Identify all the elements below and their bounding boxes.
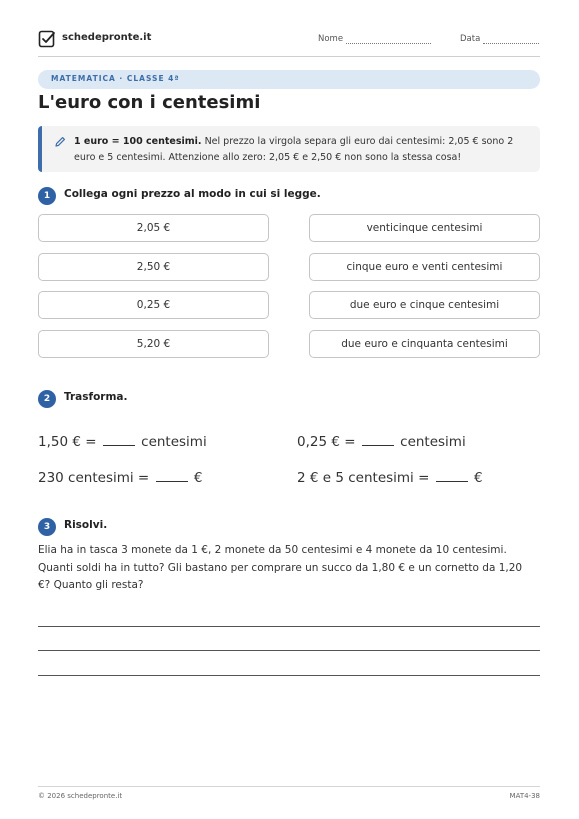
copyright: © 2026 schedepronte.it bbox=[38, 792, 123, 800]
conversion-item bbox=[38, 433, 207, 450]
question-number: 3 bbox=[38, 518, 56, 536]
question-2-header bbox=[38, 390, 338, 408]
brand-name: schedepronte.it bbox=[62, 32, 152, 43]
conversion-left: 0,25 € = bbox=[297, 434, 356, 450]
note-body: Nel prezzo la virgola separa gli euro dai centesimi: 2,05 € sono 2 euro e 5 centesimi. Attenzione allo zero: 2,05 € e 2,50 € non sono la stessa cosa! bbox=[74, 136, 514, 163]
reading-box[interactable]: due euro e cinquanta centesimi bbox=[309, 330, 540, 358]
question-prompt: Risolvi. bbox=[64, 519, 108, 531]
price-box[interactable]: 5,20 € bbox=[38, 330, 269, 358]
answer-blank[interactable] bbox=[436, 469, 468, 482]
note-bold: 1 euro = 100 centesimi. bbox=[74, 136, 202, 147]
reading-box[interactable]: venticinque centesimi bbox=[309, 214, 540, 242]
reading-box[interactable]: due euro e cinque centesimi bbox=[309, 291, 540, 319]
reading-box[interactable]: cinque euro e venti centesimi bbox=[309, 253, 540, 281]
category-pill bbox=[38, 70, 540, 89]
price-box[interactable]: 0,25 € bbox=[38, 291, 269, 319]
question-1-header bbox=[38, 187, 438, 205]
conversion-item bbox=[297, 469, 483, 486]
info-note bbox=[38, 126, 540, 172]
date-label: Data bbox=[460, 34, 481, 44]
sheet-code: MAT4-38 bbox=[509, 792, 540, 800]
question-prompt: Collega ogni prezzo al modo in cui si legge. bbox=[64, 188, 321, 200]
note-text bbox=[74, 134, 530, 166]
price-box[interactable]: 2,05 € bbox=[38, 214, 269, 242]
answer-line[interactable] bbox=[38, 650, 540, 651]
conversion-item bbox=[38, 469, 202, 486]
conversion-left: 230 centesimi = bbox=[38, 470, 150, 486]
price-box[interactable]: 2,50 € bbox=[38, 253, 269, 281]
name-label: Nome bbox=[318, 34, 344, 44]
pencil-icon bbox=[54, 136, 66, 148]
category-label: MATEMATICA · CLASSE 4ª bbox=[51, 74, 180, 83]
page-footer bbox=[38, 786, 540, 800]
conversion-item bbox=[297, 433, 466, 450]
check-document-icon bbox=[38, 30, 56, 48]
question-prompt: Trasforma. bbox=[64, 391, 128, 403]
answer-blank[interactable] bbox=[362, 433, 394, 446]
note-accent-bar bbox=[38, 126, 42, 172]
question-3-header bbox=[38, 518, 338, 536]
answer-blank[interactable] bbox=[103, 433, 135, 446]
conversion-unit: centesimi bbox=[400, 434, 466, 450]
question-number: 1 bbox=[38, 187, 56, 205]
question-number: 2 bbox=[38, 390, 56, 408]
problem-text: Elia ha in tasca 3 monete da 1 €, 2 monete da 50 centesimi e 4 monete da 10 centesimi. Quanti soldi ha in tutto? Gli bastano per comprare un succo da 1,80 € e un cornetto da 1,20 €? Quanto gli resta? bbox=[38, 544, 523, 591]
date-field bbox=[460, 34, 539, 44]
answer-line[interactable] bbox=[38, 626, 540, 627]
page-title: L'euro con i centesimi bbox=[38, 92, 261, 113]
conversion-unit: € bbox=[193, 470, 203, 486]
answer-line[interactable] bbox=[38, 675, 540, 676]
name-field bbox=[318, 34, 431, 44]
conversion-unit: centesimi bbox=[141, 434, 207, 450]
conversion-left: 1,50 € = bbox=[38, 434, 97, 450]
answer-blank[interactable] bbox=[156, 469, 188, 482]
conversion-unit: € bbox=[474, 470, 483, 486]
page-header bbox=[38, 28, 540, 57]
conversion-left: 2 € e 5 centesimi = bbox=[297, 470, 430, 486]
